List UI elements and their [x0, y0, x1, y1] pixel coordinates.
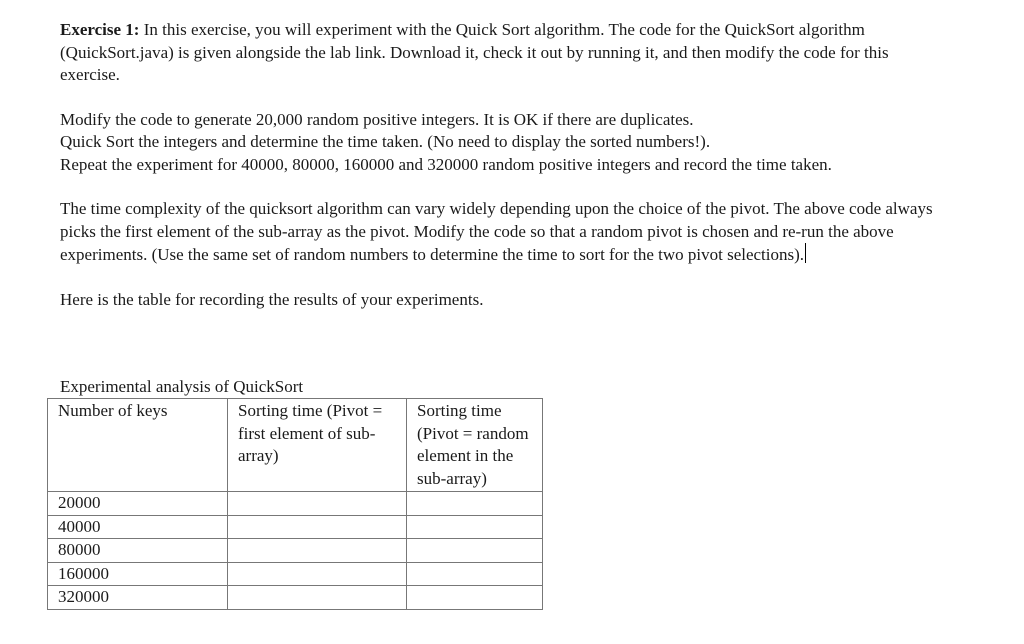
keys-cell: 320000: [48, 586, 228, 610]
text-cursor: [805, 243, 806, 263]
random-pivot-time-cell[interactable]: [407, 515, 543, 539]
first-pivot-time-cell[interactable]: [228, 586, 407, 610]
keys-cell: 160000: [48, 562, 228, 586]
random-pivot-time-cell[interactable]: [407, 539, 543, 563]
results-table: [47, 398, 543, 610]
keys-cell: 20000: [48, 492, 228, 516]
keys-cell: 80000: [48, 539, 228, 563]
instruction-line-1: Modify the code to generate 20,000 random positive integers. It is OK if there are duplicates.: [60, 109, 694, 129]
table-row: [48, 586, 543, 610]
first-pivot-time-cell[interactable]: [228, 492, 407, 516]
exercise-label: Exercise 1:: [60, 20, 140, 39]
random-pivot-time-cell[interactable]: [407, 562, 543, 586]
table-header-row: [48, 399, 543, 492]
table-caption: Experimental analysis of QuickSort: [60, 377, 304, 396]
header-sorting-time-random-pivot: Sorting time (Pivot = random element in the sub-array): [407, 399, 543, 492]
instructions-paragraph: [60, 109, 940, 177]
exercise-intro-text: In this exercise, you will experiment with the Quick Sort algorithm. The code for the QuickSort algorithm (QuickSort.java) is given alongside the lab link. Download it, check it out by running it, and then modify the code for this exercise.: [60, 20, 889, 84]
table-row: [48, 492, 543, 516]
random-pivot-time-cell[interactable]: [407, 586, 543, 610]
first-pivot-time-cell[interactable]: [228, 539, 407, 563]
keys-cell: 40000: [48, 515, 228, 539]
table-row: [48, 515, 543, 539]
pivot-text: The time complexity of the quicksort algorithm can vary widely depending upon the choice of the pivot. The above code always picks the first element of the sub-array as the pivot. Modify the code so that a random pivot is chosen and re-run the above experiments. (Use the same set of random numbers to determine the time to sort for the two pivot selections).: [60, 199, 933, 264]
header-sorting-time-first-pivot: Sorting time (Pivot = first element of sub-array): [228, 399, 407, 492]
instruction-line-2: Quick Sort the integers and determine the time taken. (No need to display the sorted numbers!).: [60, 132, 711, 151]
first-pivot-time-cell[interactable]: [228, 562, 407, 586]
document-body: [60, 19, 940, 311]
pivot-paragraph[interactable]: [60, 198, 940, 267]
header-number-of-keys: Number of keys: [48, 399, 228, 492]
table-row: [48, 562, 543, 586]
instruction-line-3: Repeat the experiment for 40000, 80000, 160000 and 320000 random positive integers and record the time taken.: [60, 154, 832, 174]
first-pivot-time-cell[interactable]: [228, 515, 407, 539]
random-pivot-time-cell[interactable]: [407, 492, 543, 516]
table-intro-paragraph: [60, 289, 940, 312]
table-intro-text: Here is the table for recording the results of your experiments.: [60, 289, 484, 309]
exercise-intro-paragraph: [60, 19, 940, 87]
table-row: [48, 539, 543, 563]
